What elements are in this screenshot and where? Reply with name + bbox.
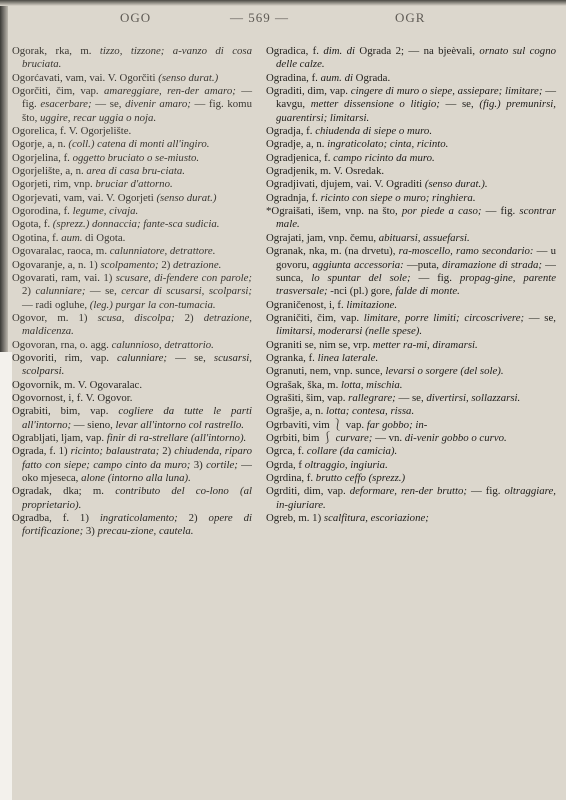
page-gutter xyxy=(0,352,12,800)
dictionary-entry xyxy=(266,72,556,85)
dictionary-entry xyxy=(12,232,252,245)
left-running-head: OGO xyxy=(120,10,152,25)
entry-headword: Ogrdina, xyxy=(266,472,305,484)
dictionary-entry xyxy=(266,419,556,432)
entry-headword: Ogotina, xyxy=(12,231,50,244)
dictionary-entry xyxy=(266,405,556,418)
dictionary-entry xyxy=(266,85,556,125)
entry-definition: vam, vai. V. Ogorčiti (senso durat.) xyxy=(62,71,219,84)
entry-definition: rim, vnp. bruciar d'attorno. xyxy=(50,178,173,191)
entry-headword: Ograšje, xyxy=(266,405,303,418)
entry-headword: Ogovoran, xyxy=(12,338,58,351)
entry-definition: a, n. 1) scolpamento; 2) detrazione. xyxy=(65,258,222,271)
entry-headword: Ogota, xyxy=(12,218,42,231)
entry-definition: ljam, vap. finir di ra-strellare (all'intorno). xyxy=(58,431,247,444)
dictionary-entry xyxy=(266,365,556,378)
dictionary-entry xyxy=(266,339,556,352)
entry-definition: rna, o. agg. calunnioso, detrattorio. xyxy=(57,338,214,351)
entry-definition: m. V. Osredak. xyxy=(317,165,385,178)
entry-definition: f. legume, civaja. xyxy=(60,205,139,218)
entry-headword: Ogorćavati, xyxy=(12,71,63,84)
dictionary-entry xyxy=(12,125,252,138)
entry-headword: Ogrbaviti, xyxy=(266,418,311,431)
entry-headword: Ogrda, xyxy=(266,458,296,471)
entry-definition: ram, vai. 1) scusare, di-fendere con parole; 2) calunniare; — se, cercar di scusarsi, scolparsi; — radi ogluhe, (leg.) purgar la con-tumacia. xyxy=(22,271,253,311)
entry-definition: čim, vap. amareggiare, ren-der amaro; — fig. esacerbare; — se, divenir amaro; — fig. komu što, uggire, recar uggia o noja. xyxy=(22,85,253,124)
entry-definition: nem, vnp. sunce, levarsi o sorgere (del sole). xyxy=(307,365,504,378)
entry-definition: a, n. (coll.) catena di monti all'ingiro. xyxy=(44,138,210,151)
dictionary-entry xyxy=(266,245,556,298)
entry-headword: Ograšiti, xyxy=(266,391,304,404)
entry-definition: f. oggetto bruciato o se-miusto. xyxy=(60,151,200,164)
entry-headword: *Ograišati, xyxy=(266,205,314,218)
dictionary-entry xyxy=(266,485,556,512)
entry-headword: Ogorčiti, xyxy=(12,85,51,98)
dictionary-entry xyxy=(266,192,556,205)
entry-definition: m. 1) scalfitura, escoriazione; xyxy=(295,512,429,525)
entry-definition: dka; m. contributo del co-lono (al proprietario). xyxy=(22,485,252,511)
entry-headword: Ogranak, xyxy=(266,245,306,258)
entry-definition: m. V. Ogovaralac. xyxy=(61,378,143,391)
entry-definition: f. aum. di Ogota. xyxy=(49,231,126,244)
dictionary-entry xyxy=(266,512,556,525)
dictionary-entry xyxy=(266,432,556,445)
entry-headword: Ogorak, xyxy=(12,45,48,57)
entry-definition: raoca, m. calunniatore, detrattore. xyxy=(64,245,216,258)
entry-definition: jam, vnp. čemu, abituarsi, assuefarsi. xyxy=(304,231,470,244)
entry-headword: Ogradba, xyxy=(12,512,52,525)
entry-definition: nim se, vrp. metter ra-mi, diramarsi. xyxy=(316,338,478,351)
dictionary-entry xyxy=(12,339,252,352)
entry-headword: Ogorje, xyxy=(12,138,45,151)
entry-headword: Ogorelica, xyxy=(12,125,58,138)
entry-definition: rka, m. tizzo, tizzone; a-vanzo di cosa bruciata. xyxy=(22,45,252,71)
entry-definition: f. ricinto con siepe o muro; ringhiera. xyxy=(308,191,476,204)
dictionary-entry xyxy=(266,178,556,191)
dictionary-entry xyxy=(266,205,556,232)
dictionary-entry xyxy=(12,392,252,405)
entry-headword: Ogorjelina, xyxy=(12,151,61,164)
dictionary-entry xyxy=(266,445,556,458)
dictionary-entry xyxy=(12,432,252,445)
entry-headword: Ogradje, xyxy=(266,138,304,151)
entry-definition: f. linea laterale. xyxy=(305,351,379,364)
dictionary-entry xyxy=(266,138,556,151)
entry-headword: Ogranka, xyxy=(266,351,306,364)
entry-headword: Ogovornost, xyxy=(12,391,66,404)
right-running-head: OGR xyxy=(395,10,426,25)
dictionary-entry xyxy=(266,125,556,138)
entry-headword: Ograda, xyxy=(12,445,47,458)
dictionary-entry xyxy=(12,312,252,339)
entry-headword: Ogovaranje, xyxy=(12,258,66,271)
entry-headword: Ogranuti, xyxy=(266,365,308,378)
entry-headword: Ogrditi, xyxy=(266,485,300,498)
dictionary-entry xyxy=(266,152,556,165)
dictionary-entry xyxy=(266,352,556,365)
entry-headword: Ogradina, xyxy=(266,71,309,84)
entry-definition: f. campo ricinto da muro. xyxy=(321,151,435,164)
entry-definition: f. dim. di Ograda 2; — na bjeèvali, ornato sul cogno delle calze. xyxy=(276,45,556,71)
entry-headword: Ograditi, xyxy=(266,85,305,98)
entry-definition: ška, m. lotta, mischia. xyxy=(304,378,403,391)
entry-headword: Ogradja, xyxy=(266,125,304,138)
dictionary-entry xyxy=(12,45,252,72)
entry-headword: Ogradnja, xyxy=(266,191,309,204)
entry-headword: Ogorjelište, xyxy=(12,165,63,178)
entry-definition: dim, vap. cingere di muro o siepe, assiepare; limitare; — kavgu, metter dissensione o litigio; — se, (fig.) premunirsi, guarentirsi; limitarsi. xyxy=(276,85,556,124)
entry-headword: Ograbljati, xyxy=(12,431,59,444)
dictionary-entry xyxy=(12,272,252,312)
entry-headword: Ogorjevati, xyxy=(12,191,61,204)
entry-definition: nka, m. (na drvetu), ra-moscello, ramo secondario: — u govoru, aggiunta accessoria: —puta, diramazione di strada; — sunca, lo spuntar del sole; — fig. propag-gine, parente trasversale; -nci (pl.) gore, falde di monte. xyxy=(276,245,557,298)
page-number: — 569 — xyxy=(230,10,289,25)
entry-headword: Ogovoriti, xyxy=(12,351,57,364)
entry-definition: a, n. lotta; contesa, rissa. xyxy=(302,405,415,418)
dictionary-entry xyxy=(12,352,252,379)
entry-definition: vam, vai. V. Ogorjeti (senso durat.) xyxy=(60,191,217,204)
entry-definition: f. (sprezz.) donnaccia; fante-sca sudicia. xyxy=(41,218,220,231)
entry-definition: dim, vap. deformare, ren-der brutto; — fig. oltraggiare, in-giuriare. xyxy=(276,485,556,511)
entry-headword: Ograničiti, xyxy=(266,311,313,324)
entry-headword: Ogradjivati, xyxy=(266,178,318,191)
dictionary-entry xyxy=(12,138,252,151)
entry-definition: f. V. Ogorjelište. xyxy=(57,125,132,138)
dictionary-entry xyxy=(12,205,252,218)
dictionary-entry xyxy=(12,512,252,539)
entry-definition: f. 1) ingraticolamento; 2) opere di fortificazione; 3) precau-zione, cautela. xyxy=(22,512,253,538)
entry-headword: Ogreb, xyxy=(266,512,296,525)
entry-headword: Ogradjenica, xyxy=(266,151,322,164)
entry-headword: Ogovaralac, xyxy=(12,245,65,258)
page-shadow-top xyxy=(0,0,566,6)
entry-definition: šim, vap. rallegrare; — se, divertirsi, sollazzarsi. xyxy=(303,391,521,404)
dictionary-entry xyxy=(266,379,556,392)
entry-definition: bim, vap. cogliere da tutte le parti all'intorno; — sieno, levar all'intorno col rastrello. xyxy=(22,405,252,431)
dictionary-entry xyxy=(266,459,556,472)
entry-definition: vim ⎱ vap. far gobbo; in- xyxy=(310,418,428,431)
entry-definition: rim, vap. calunniare; — se, scusarsi, scolparsi. xyxy=(22,351,252,378)
dictionary-entry xyxy=(12,165,252,178)
left-column xyxy=(12,45,252,539)
entry-headword: Ogrca, xyxy=(266,445,296,458)
entry-definition: a, n. area di casa bru-ciata. xyxy=(62,165,185,178)
entry-definition: f oltraggio, ingiuria. xyxy=(295,458,388,471)
entry-headword: Ograjati, xyxy=(266,231,305,244)
dictionary-entry xyxy=(12,85,252,125)
entry-definition: bim ⎰ curvare; — vn. di-venir gobbo o curvo. xyxy=(299,431,507,444)
entry-definition: i, f. limitazione. xyxy=(326,298,398,311)
entry-definition: f. aum. di Ograda. xyxy=(308,71,391,84)
dictionary-entry xyxy=(266,472,556,485)
dictionary-entry xyxy=(266,392,556,405)
entry-headword: Ograbiti, xyxy=(12,405,51,418)
entry-headword: Ograniti se, xyxy=(266,338,317,351)
dictionary-entry xyxy=(12,72,252,85)
dictionary-entry xyxy=(266,165,556,178)
dictionary-entry xyxy=(12,405,252,432)
dictionary-entry xyxy=(12,192,252,205)
entry-headword: Ogrbiti, xyxy=(266,431,300,444)
entry-definition: f. brutto ceffo (sprezz.) xyxy=(304,472,406,484)
dictionary-entry xyxy=(266,45,556,72)
entry-headword: Ogorodina, xyxy=(12,205,61,218)
dictionary-entry xyxy=(12,259,252,272)
entry-definition: f. chiudenda di siepe o muro. xyxy=(303,125,433,138)
entry-definition: djujem, vai. V. Ograditi (senso durat.). xyxy=(317,178,488,191)
entry-headword: Ograničenost, xyxy=(266,298,327,311)
dictionary-entry xyxy=(12,485,252,512)
dictionary-entry xyxy=(266,299,556,312)
entry-definition: išem, vnp. na što, por piede a caso; — fig. scontrar male. xyxy=(276,205,556,231)
entry-headword: Ogovor, xyxy=(12,311,48,324)
entry-definition: m. 1) scusa, discolpa; 2) detrazione, maldicenza. xyxy=(22,311,252,338)
dictionary-entry xyxy=(12,152,252,165)
entry-definition: čim, vap. limitare, porre limiti; circoscrivere; — se, limitarsi, moderarsi (nelle spese). xyxy=(276,311,556,338)
entry-definition: f. 1) ricinto; balaustrata; 2) chiudenda, riparo fatto con siepe; campo cinto da muro; 3) cortile; — oko mjeseca, alone (intorno alla luna). xyxy=(22,445,252,484)
right-column xyxy=(266,45,556,525)
entry-definition: i, f. V. Ogovor. xyxy=(65,391,133,404)
dictionary-entry xyxy=(12,218,252,231)
dictionary-entry xyxy=(12,245,252,258)
entry-headword: Ogradica, xyxy=(266,45,309,57)
dictionary-entry xyxy=(12,178,252,191)
dictionary-entry xyxy=(266,232,556,245)
entry-headword: Ogradjenik, xyxy=(266,165,318,178)
dictionary-entry xyxy=(12,445,252,485)
entry-definition: a, n. ingraticolato; cinta, ricinto. xyxy=(303,138,449,151)
entry-headword: Ogorjeti, xyxy=(12,178,51,191)
entry-headword: Ogovarati, xyxy=(12,271,58,284)
dictionary-entry xyxy=(12,379,252,392)
dictionary-entry xyxy=(266,312,556,339)
entry-headword: Ogovornik, xyxy=(12,378,62,391)
entry-definition: f. collare (da camicia). xyxy=(295,445,398,458)
entry-headword: Ogradak, xyxy=(12,485,52,498)
entry-headword: Ograšak, xyxy=(266,378,305,391)
